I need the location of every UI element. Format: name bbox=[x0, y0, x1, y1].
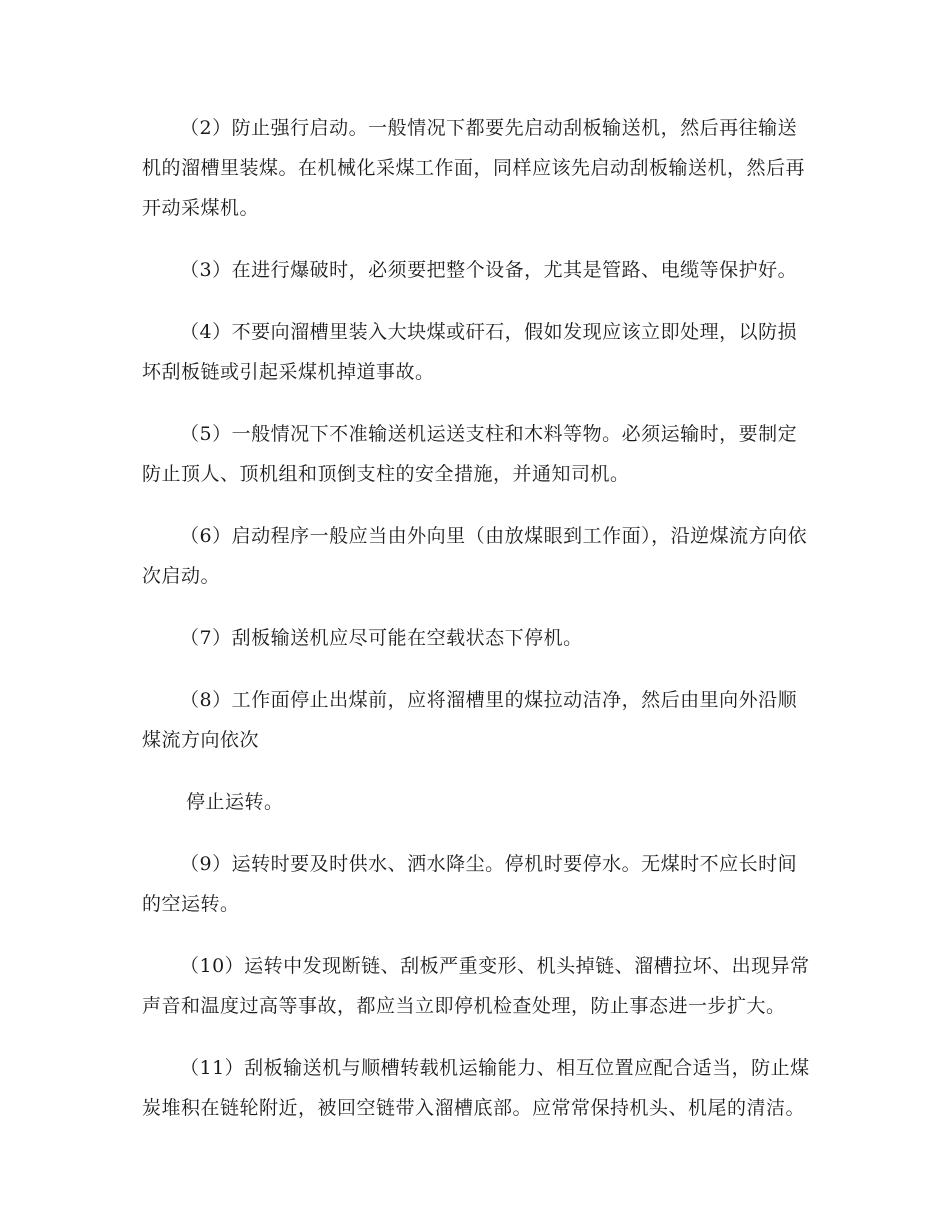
paragraph-8: （8）工作面停止出煤前，应将溜槽里的煤拉动洁净，然后由里向外沿顺煤流方向依次 bbox=[142, 689, 798, 751]
paragraph-6: （6）启动程序一般应当由外向里（由放煤眼到工作面），沿逆煤流方向依次启动。 bbox=[142, 525, 808, 587]
paragraph-10: （10）运转中发现断链、刮板严重变形、机头掉链、溜槽拉坏、出现异常声音和温度过高等事故，都应当立即停机检查处理，防止事态进一步扩大。 bbox=[142, 955, 810, 1017]
paragraph-11: （11）刮板输送机与顺槽转载机运输能力、相互位置应配合适当，防止煤炭堆积在链轮附近，被回空链带入溜槽底部。应常常保持机头、机尾的清洁。 bbox=[142, 1057, 810, 1119]
paragraph-8-continuation: 停止运转。 bbox=[186, 791, 284, 813]
paragraph-9: （9）运转时要及时供水、洒水降尘。停机时要停水。无煤时不应长时间的空运转。 bbox=[142, 853, 798, 915]
paragraph-5: （5）一般情况下不准输送机运送支柱和木料等物。必须运输时，要制定防止顶人、顶机组和顶倒支柱的安全措施，并通知司机。 bbox=[142, 423, 798, 485]
document-page bbox=[142, 108, 810, 1150]
paragraph-2: （2）防止强行启动。一般情况下都要先启动刮板输送机，然后再往输送机的溜槽里装煤。在机械化采煤工作面，同样应该先启动刮板输送机，然后再开动采煤机。 bbox=[142, 117, 806, 219]
paragraph-7: （7）刮板输送机应尽可能在空载状态下停机。 bbox=[180, 627, 583, 649]
paragraph-4: （4）不要向溜槽里装入大块煤或矸石，假如发现应该立即处理，以防损坏刮板链或引起采煤机掉道事故。 bbox=[142, 321, 798, 383]
paragraph-3: （3）在进行爆破时，必须要把整个设备，尤其是管路、电缆等保护好。 bbox=[180, 259, 798, 281]
